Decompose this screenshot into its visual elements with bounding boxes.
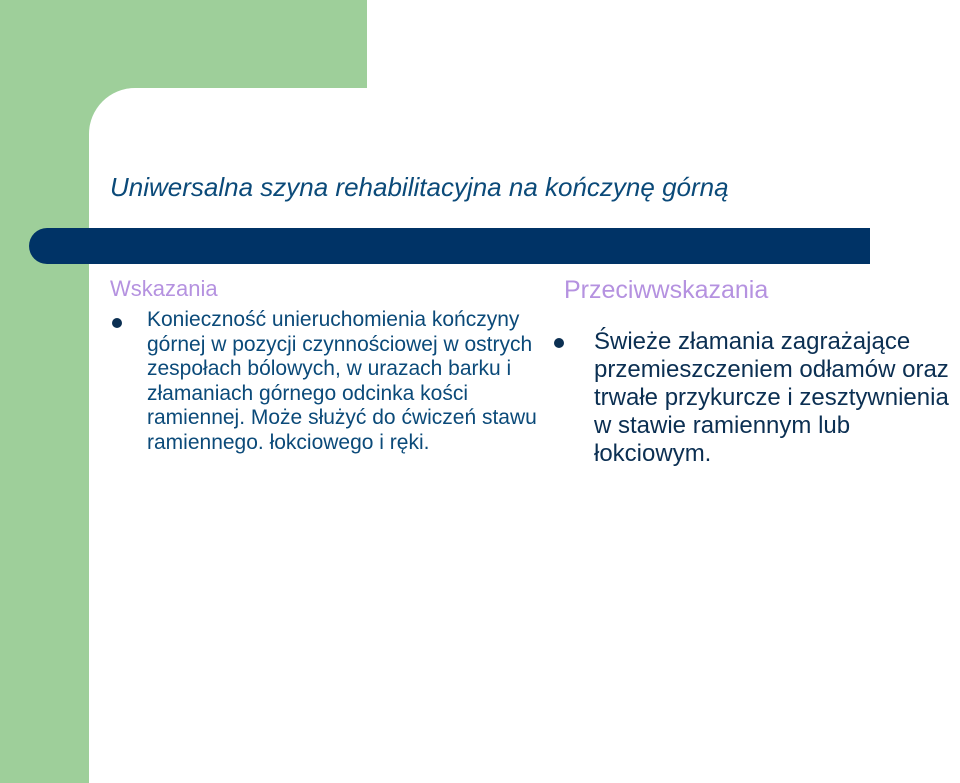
contraindications-heading: Przeciwwskazania xyxy=(564,276,769,304)
bullet-dot-icon xyxy=(112,318,122,328)
indications-column xyxy=(110,274,540,456)
indications-heading: Wskazania xyxy=(110,276,218,301)
contraindications-bullet xyxy=(552,328,960,468)
title-divider-bar xyxy=(29,228,870,264)
contraindications-column xyxy=(552,274,960,468)
indications-text: Konieczność unieruchomienia kończyny górnej w pozycji czynnościowej w ostrych zespołach bólowych, w urazach barku i złamaniach górnego odcinka kości ramiennej. Może służyć do ćwiczeń stawu ramiennego. łokciowego i ręki. xyxy=(147,308,537,454)
bullet-dot-icon xyxy=(554,338,564,348)
indications-bullet xyxy=(110,308,540,456)
slide-title: Uniwersalna szyna rehabilitacyjna na kończynę górną xyxy=(110,172,729,202)
contraindications-text: Świeże złamania zagrażające przemieszczeniem odłamów oraz trwałe przykurcze i zesztywnienia w stawie ramiennym lub łokciowym. xyxy=(594,328,949,467)
